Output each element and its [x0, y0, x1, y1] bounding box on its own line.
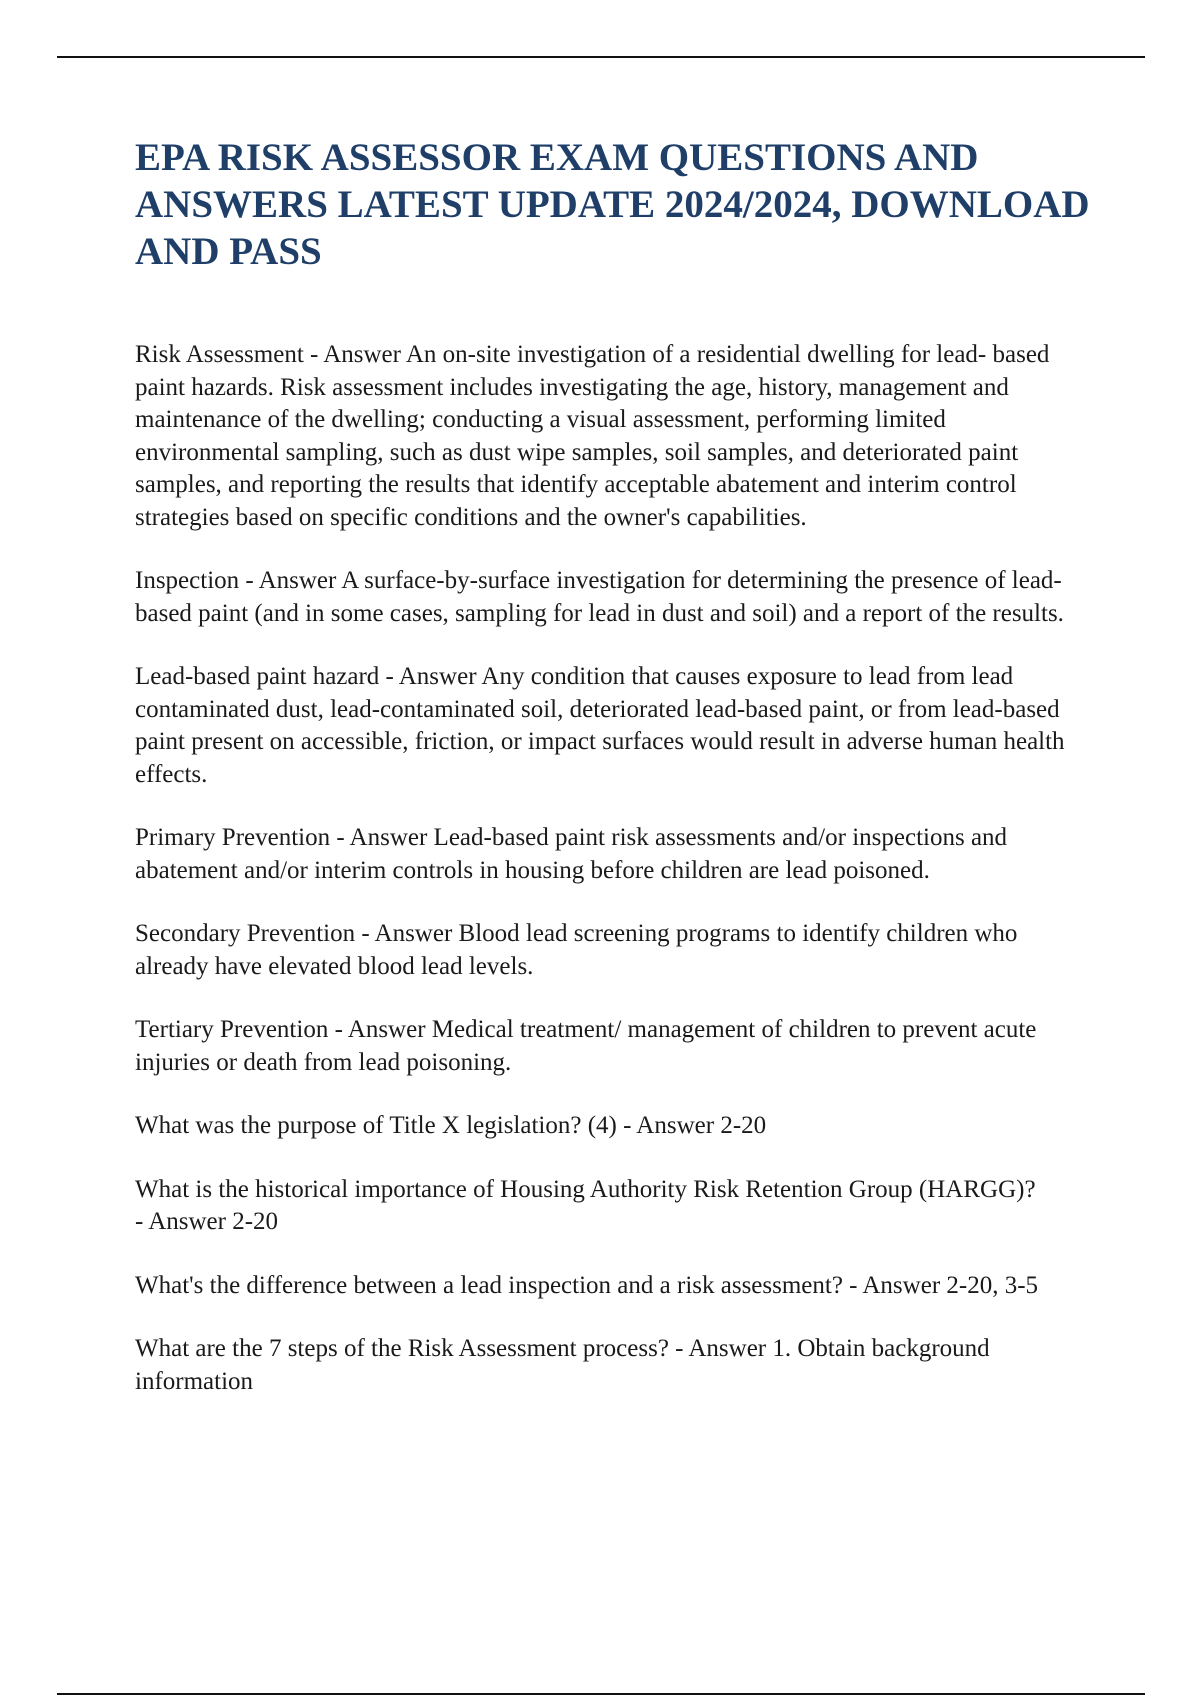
- bottom-divider: [57, 1693, 1145, 1695]
- qa-entry-tertiary-prevention: Tertiary Prevention - Answer Medical treatment/ management of children to prevent acute injuries or death from lead poisoning.: [135, 1016, 1037, 1076]
- qa-entry-inspection: Inspection - Answer A surface-by-surface investigation for determining the presence of lead-based paint (and in some cases, sampling for lead in dust and soil) and a report of the results.: [135, 567, 1064, 627]
- qa-entry-risk-assessment: Risk Assessment - Answer An on-site investigation of a residential dwelling for lead- based paint hazards. Risk assessment includes investigating the age, history, management and maintenance of the dwelling; conducting a visual assessment, performing limited environmental sampling, such as dust wipe samples, soil samples, and deteriorated paint samples, and reporting the results that identify acceptable abatement and interim control strategies based on specific conditions and the owner's capabilities.: [135, 341, 1050, 531]
- qa-entry-hargg-importance: What is the historical importance of Housing Authority Risk Retention Group (HARGG)? - Answer 2-20: [135, 1175, 1036, 1235]
- qa-entry-title-x-purpose: What was the purpose of Title X legislation? (4) - Answer 2-20: [135, 1112, 767, 1139]
- qa-entry-risk-assessment-steps: What are the 7 steps of the Risk Assessment process? - Answer 1. Obtain background information: [135, 1335, 990, 1395]
- qa-entry-primary-prevention: Primary Prevention - Answer Lead-based paint risk assessments and/or inspections and abatement and/or interim controls in housing before children are lead poisoned.: [135, 824, 1008, 884]
- qa-entry-inspection-vs-risk-assessment: What's the difference between a lead inspection and a risk assessment? - Answer 2-20, 3-5: [135, 1271, 1039, 1299]
- top-divider: [57, 56, 1145, 58]
- qa-list: [135, 339, 1095, 1429]
- qa-entry-lead-based-paint-hazard: Lead-based paint hazard - Answer Any condition that causes exposure to lead from lead contaminated dust, lead-contaminated soil, deteriorated lead-based paint, or from lead-based paint present on accessible, friction, or impact surfaces would result in adverse human health effects.: [135, 663, 1065, 788]
- qa-entry-secondary-prevention: Secondary Prevention - Answer Blood lead screening programs to identify children who already have elevated blood lead levels.: [135, 920, 1018, 980]
- document-title: EPA RISK ASSESSOR EXAM QUESTIONS AND ANSWERS LATEST UPDATE 2024/2024, DOWNLOAD AND PASS: [135, 136, 1090, 273]
